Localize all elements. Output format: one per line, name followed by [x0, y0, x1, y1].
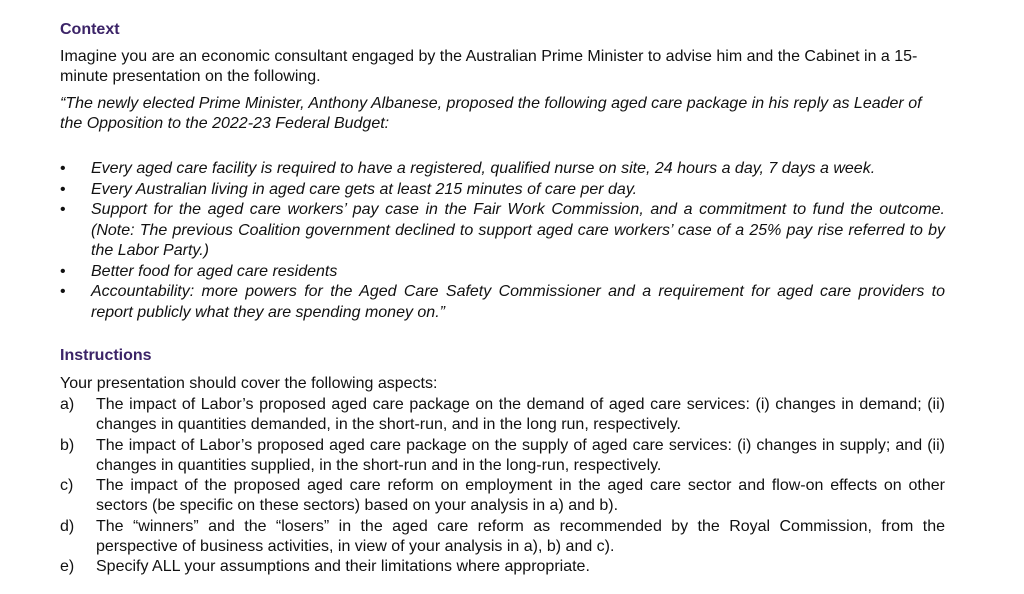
list-item: c) The impact of the proposed aged care reform on employment in the aged care sector and flow-on effects on other sectors (be specific on these sectors) based on your analysis in a) and b).: [60, 477, 945, 515]
context-quote: “The newly elected Prime Minister, Anthony Albanese, proposed the following aged care package in his reply as Leader of the Opposition to the 2022-23 Federal Budget:: [60, 95, 922, 132]
list-item: • Accountability: more powers for the Aged Care Safety Commissioner and a requirement for aged care providers to report publicly what they are spending money on.”: [60, 283, 945, 321]
list-item: • Every aged care facility is required to have a registered, qualified nurse on site, 24 hours a day, 7 days a week.: [60, 159, 945, 180]
bullet-icon: •: [60, 262, 66, 280]
list-item: e) Specify ALL your assumptions and their limitations where appropriate.: [60, 557, 945, 577]
list-item: • Better food for aged care residents: [60, 262, 945, 283]
instructions-list: [60, 395, 945, 578]
bullet-icon: •: [60, 201, 66, 218]
item-marker: e): [60, 558, 75, 576]
aged-care-package-list: [60, 159, 945, 323]
list-item: b) The impact of Labor’s proposed aged care package on the supply of aged care services: (i) changes in supply; and (ii) changes in quantities supplied, in the short-run and in the long-run, respectively.: [60, 436, 945, 474]
context-heading: Context: [60, 21, 120, 38]
instructions-intro: Your presentation should cover the following aspects:: [60, 375, 438, 392]
bullet-icon: •: [60, 160, 66, 177]
instructions-heading: Instructions: [60, 347, 152, 364]
item-marker: b): [60, 436, 75, 454]
bullet-icon: •: [60, 180, 66, 198]
list-item: a) The impact of Labor’s proposed aged care package on the demand of aged care services: (i) changes in demand; (ii) changes in quantities demanded, in the short-run, and in the long run, respectively.: [60, 396, 945, 434]
item-marker: a): [60, 396, 75, 413]
context-intro: Imagine you are an economic consultant engaged by the Australian Prime Minister to advise him and the Cabinet in a 15-minute presentation on the following.: [60, 48, 918, 85]
bullet-icon: •: [60, 283, 66, 300]
list-item: • Support for the aged care workers’ pay case in the Fair Work Commission, and a commitment to fund the outcome. (Note: The previous Coalition government declined to support aged care workers’ case of a 25% pay rise referred to by the Labor Party.): [60, 201, 945, 259]
item-marker: c): [60, 477, 74, 495]
list-item: • Every Australian living in aged care gets at least 215 minutes of care per day.: [60, 180, 945, 201]
item-marker: d): [60, 517, 75, 535]
list-item: d) The “winners” and the “losers” in the aged care reform as recommended by the Royal Commission, from the perspective of business activities, in view of your analysis in a), b) and c).: [60, 517, 945, 556]
